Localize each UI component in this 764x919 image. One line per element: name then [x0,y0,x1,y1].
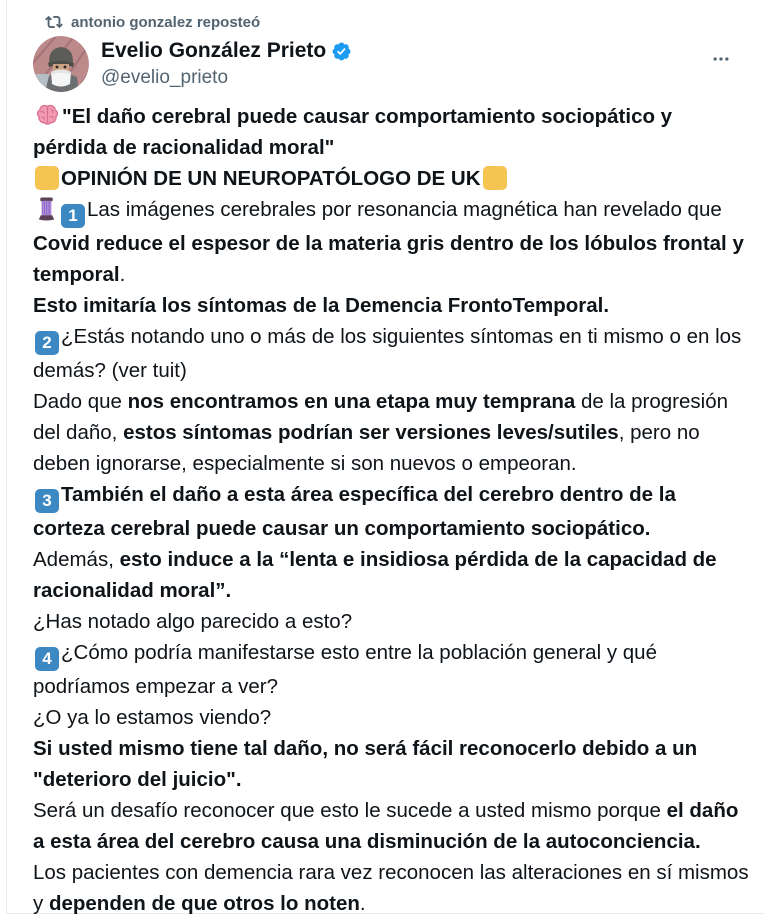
author-meta [101,36,352,90]
text-segment: OPINIÓN DE UN NEUROPATÓLOGO DE UK [61,167,481,190]
tweet-paragraph [33,544,749,606]
verified-badge-icon [331,41,352,62]
repost-icon [45,13,63,31]
tweet-paragraph [33,733,749,795]
text-segment: Dado que [33,390,128,413]
text-segment: , pero no deben ignorarse, especialmente si son nuevos o empeoran. [33,421,700,475]
text-segment: Las imágenes cerebrales por resonancia magnética han revelado que [87,198,722,221]
text-segment: esto induce a la “lenta e insidiosa pérdida de la capacidad de racionalidad moral”. [33,548,717,602]
tweet-paragraph [33,479,749,544]
text-segment: estos síntomas podrían ser versiones leves/sutiles [123,421,619,444]
text-segment: Esto imitaría los síntomas de la Demencia FrontoTemporal. [33,294,610,317]
tweet-paragraph [33,795,749,857]
text-segment: ¿Cómo podría manifestarse esto entre la población general y qué podríamos empezar a ver? [33,641,657,698]
text-segment: dependen de que otros lo noten [48,892,360,915]
keycap-1-emoji: 1 [61,204,85,228]
text-segment: Además, [33,548,120,571]
text-segment: Los pacientes con demencia rara vez reconocen las alteraciones en sí mismos y [33,861,749,915]
brain-emoji [35,103,60,128]
author-handle[interactable]: @evelio_prieto [101,67,229,88]
text-segment: Covid reduce el espesor de la materia gris dentro de los lóbulos frontal y temporal [33,232,744,286]
author-name[interactable]: Evelio González Prieto [101,39,327,62]
tweet-paragraph [33,163,749,194]
text-segment: Será un desafío reconocer que esto le sucede a usted mismo porque [33,799,667,822]
text-segment: . [359,892,366,915]
tweet-paragraph [33,637,749,702]
more-icon [711,49,731,69]
keycap-4-emoji: 4 [35,647,59,671]
text-segment: Si usted mismo tiene tal daño, no será fácil reconocerlo debido a un "deterioro del juicio". [33,737,698,791]
repost-row[interactable] [33,11,750,33]
text-segment: nos encontramos en una etapa muy temprana [127,390,576,413]
keycap-2-emoji: 2 [35,331,59,355]
thread-emoji [35,197,58,221]
yellow-square-emoji [483,166,507,190]
text-segment: el daño a esta área del cerebro causa una disminución de la autoconciencia. [33,799,739,853]
avatar[interactable] [33,36,89,92]
yellow-square-emoji [35,166,59,190]
tweet-paragraph [33,290,749,321]
keycap-3-emoji: 3 [35,489,59,513]
text-segment: ¿O ya lo estamos viendo? [33,706,272,729]
text-segment: ¿Has notado algo parecido a esto? [33,610,353,633]
repost-label: antonio gonzalez reposteó [71,13,261,31]
tweet-paragraph [33,194,749,290]
tweet-paragraph [33,101,749,163]
text-segment: ¿Estás notando uno o más de los siguientes síntomas en ti mismo o en los demás? (ver tuit) [33,325,742,382]
text-segment: . [119,263,126,286]
tweet-paragraph [33,321,749,386]
text-segment: de la progresión del daño, [33,390,729,444]
tweet-paragraph [33,386,749,479]
tweet-paragraph [33,606,749,637]
tweet-body [33,101,749,919]
tweet-paragraph [33,857,749,919]
tweet-paragraph [33,702,749,733]
text-segment: También el daño a esta área específica del cerebro dentro de la corteza cerebral puede causar un comportamiento sociopático. [33,483,676,540]
author-row [33,36,750,92]
text-segment: "El daño cerebral puede causar comportamiento sociopático y pérdida de racionalidad moral" [33,105,673,159]
more-button[interactable] [704,42,738,76]
tweet-card [6,0,764,914]
